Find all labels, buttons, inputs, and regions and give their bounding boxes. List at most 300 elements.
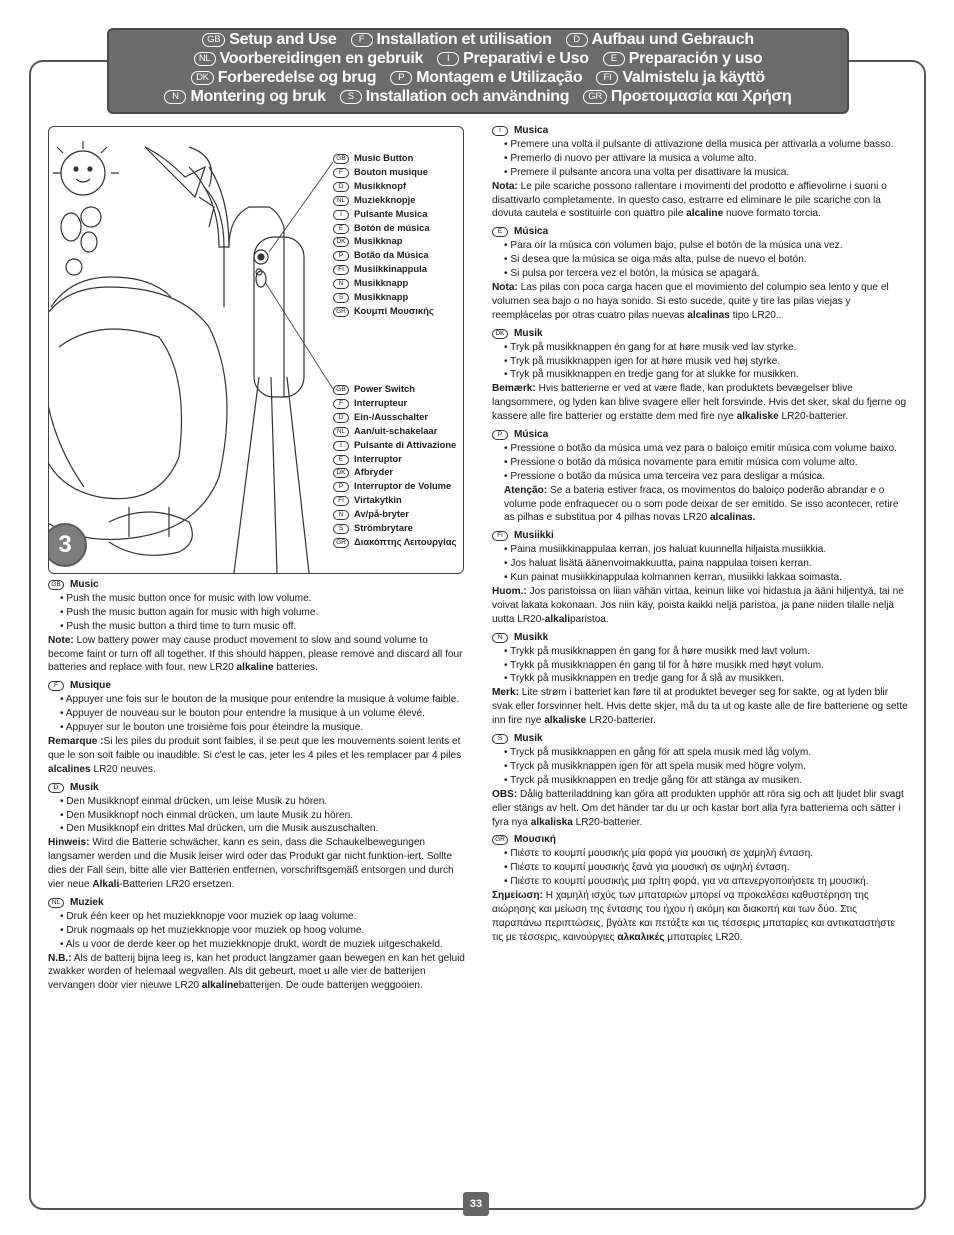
callout-label	[333, 179, 434, 193]
language-badge: P	[333, 251, 349, 261]
section-title-text: Musik	[514, 327, 543, 339]
note-emphasis: alcalines	[48, 763, 91, 775]
left-text-column	[48, 578, 466, 997]
battery-note	[48, 836, 466, 892]
callout-text: Pulsante di Attivazione	[354, 438, 457, 450]
callout-text: Muziekknopje	[354, 193, 416, 205]
banner-row	[109, 50, 847, 68]
bullet-item	[492, 746, 908, 760]
callout-label	[333, 410, 456, 424]
section-title-text: Música	[514, 429, 549, 441]
callout-text: Musikknap	[354, 235, 403, 247]
bullet-text: Den Musikknopf ein drittes Mal drücken, um die Musik auszuschalten.	[66, 823, 379, 835]
note-end: batterijen. De oude batterijen weggooien.	[238, 980, 423, 992]
mobile-toy	[145, 147, 205, 197]
callout-text: Virtakytkin	[354, 494, 402, 506]
banner-item	[191, 69, 376, 87]
bullet-item	[492, 368, 908, 382]
banner-item	[340, 88, 569, 106]
bullet-glyph: •	[504, 355, 511, 367]
bullet-item	[492, 543, 908, 557]
bullet-glyph: •	[504, 456, 511, 468]
bullet-glyph: •	[504, 166, 511, 178]
banner-title: Voorbereidingen en gebruik	[219, 50, 424, 67]
bullet-text: Appuyer de nouveau sur le bouton pour entendre la musique à un volume élevé.	[65, 708, 425, 720]
bullet-item	[492, 470, 908, 484]
language-badge: N	[492, 633, 508, 643]
note-label: Bemærk:	[492, 383, 536, 395]
bullet-text: Premere il pulsante ancora una volta per disattivare la musica.	[510, 166, 790, 178]
note-text: Η χαμηλή ισχύς των μπαταριών μπορεί να προκαλέσει καθυστέρηση της αιώρησης και μείωση της έντασης του ήχου ή ακόμη και διακοπή και των δύο. Στις παραπάνω περιπτώσεις, βγάλτε και πετάξτε και τις τέσσερις μπαταρίες και αντικαταστήστε τις με τέσσερις, καινούργιες	[492, 890, 896, 943]
banner-item	[164, 88, 325, 106]
language-section	[492, 225, 908, 322]
section-title	[48, 896, 466, 910]
callout-text: Bouton musique	[354, 165, 428, 177]
bullet-text: Appuyer une fois sur le bouton de la musique pour entendre la musique à volume faible.	[65, 694, 460, 706]
bullet-item	[48, 809, 466, 823]
banner-row	[109, 31, 847, 49]
bullet-glyph: •	[60, 795, 67, 807]
section-title	[48, 578, 466, 592]
section-title	[48, 781, 466, 795]
language-badge: F	[351, 33, 373, 47]
battery-note	[492, 585, 908, 627]
callout-label	[333, 452, 456, 466]
callout-label	[333, 193, 434, 207]
bullet-item	[492, 571, 908, 585]
bullet-item	[48, 924, 466, 938]
note-text: Si les piles du produit sont faibles, il se peut que les mouvements soient lents et que le son soit faible ou inaudible. Si c'est le cas, jeter les 4 piles et les remplacer par 4 piles	[48, 735, 462, 761]
banner-title: Installation et utilisation	[376, 31, 552, 48]
note-label: Merk:	[492, 687, 519, 699]
callout-label	[333, 276, 434, 290]
note-label: Nota:	[492, 180, 518, 192]
note-label: OBS:	[492, 788, 518, 800]
language-badge: GR	[583, 90, 607, 104]
note-text: Jos paristoissa on liian vähän virtaa, keinun liike voi hidastua ja ääni hiljentyä, tai ne voivat lakata kokonaan. Jos niin käy, poista kaikki neljä paristoa, ja pane niiden tilalle neljä uutta LR20-	[492, 586, 904, 625]
callout-label	[333, 221, 434, 235]
language-badge: I	[492, 126, 508, 136]
step-number-badge: 3	[48, 523, 87, 567]
language-badge: GB	[48, 580, 64, 590]
note-emphasis: alkaline	[236, 662, 274, 674]
banner-title: Valmistelu ja käyttö	[622, 69, 765, 86]
bullet-glyph: •	[60, 910, 67, 922]
note-end: tipo LR20..	[729, 309, 782, 321]
bullet-item	[492, 456, 908, 470]
language-badge: E	[603, 52, 625, 66]
section-title	[492, 631, 908, 645]
bullet-glyph: •	[60, 708, 66, 720]
battery-note	[492, 788, 908, 830]
callout-label	[333, 507, 456, 521]
callout-text: Pulsante Musica	[354, 207, 428, 219]
bullet-text: Druk één keer op het muziekknopje voor muziek op laag volume.	[66, 910, 357, 922]
bullet-item	[492, 152, 908, 166]
bullet-text: Push the music button a third time to turn music off.	[66, 620, 297, 632]
language-badge: DK	[492, 329, 508, 339]
bullet-item	[48, 822, 466, 836]
bullet-item	[492, 442, 908, 456]
note-end: paristoa.	[570, 613, 609, 625]
bullet-text: Appuyer sur le bouton une troisième fois pour éteindre la musique.	[65, 722, 364, 734]
callout-label	[333, 438, 456, 452]
battery-note	[492, 889, 908, 945]
language-badge: F	[333, 399, 349, 409]
banner-title: Montering og bruk	[190, 88, 326, 105]
note-emphasis: Alkali	[92, 879, 120, 891]
bullet-text: Πιέστε το κουμπί μουσικής ξανά για μουσική σε υψηλή ένταση.	[510, 862, 790, 874]
bullet-item	[48, 707, 466, 721]
section-title	[492, 327, 908, 341]
bullet-item	[492, 659, 908, 673]
bullet-item	[492, 138, 908, 152]
bullet-text: Trykk på musikknappen én gang til for å høre musikk med høyt volum.	[510, 659, 824, 671]
language-badge: DK	[191, 71, 214, 85]
battery-note	[492, 281, 908, 323]
bullet-item	[492, 645, 908, 659]
note-label: Atenção:	[504, 484, 548, 496]
bullet-glyph: •	[504, 876, 511, 888]
bullet-text: Pressione o botão da música uma vez para o baloiço emitir música com volume baixo.	[510, 442, 897, 454]
language-badge: N	[333, 279, 349, 289]
battery-note	[48, 952, 466, 994]
bullet-item	[492, 341, 908, 355]
note-end: batteries.	[273, 662, 318, 674]
bullet-glyph: •	[504, 760, 511, 772]
note-end: LR20-batterier.	[586, 715, 656, 727]
bullet-item	[48, 910, 466, 924]
language-badge: GB	[202, 33, 225, 47]
language-section	[492, 428, 908, 525]
language-badge: N	[164, 90, 186, 104]
bullet-text: Si desea que la música se oiga más alta, pulse de nuevo el botón.	[510, 254, 807, 266]
note-emphasis: alcaline	[686, 208, 724, 220]
language-badge: NL	[333, 196, 349, 206]
bullet-item	[48, 693, 466, 707]
bullet-item	[492, 267, 908, 281]
banner-title: Forberedelse og brug	[217, 69, 377, 86]
bullet-item	[492, 239, 908, 253]
note-end: μπαταρίες LR20.	[664, 931, 743, 943]
language-badge: GB	[333, 154, 349, 164]
callout-text: Musikknapp	[354, 277, 409, 289]
bullet-glyph: •	[60, 823, 67, 835]
callout-text: Musikknapp	[354, 291, 409, 303]
title-banner	[107, 28, 849, 114]
bullet-text: Premerlo di nuovo per attivare la musica a volume alto.	[510, 152, 757, 164]
language-badge: GR	[333, 538, 349, 548]
callout-label	[333, 290, 434, 304]
language-badge: FI	[333, 265, 349, 275]
music-button-callout	[333, 151, 434, 318]
banner-row	[109, 88, 847, 106]
callout-label	[333, 304, 434, 318]
page-number: 33	[463, 1192, 489, 1216]
callout-text: Ein-/Ausschalter	[354, 410, 428, 422]
callout-label	[333, 521, 456, 535]
callout-text: Afbryder	[354, 466, 394, 478]
note-end: nuove formato torcia.	[723, 208, 821, 220]
note-label: N.B.:	[48, 952, 72, 964]
language-badge: DK	[333, 468, 349, 478]
language-badge: I	[333, 210, 349, 220]
banner-item	[603, 50, 763, 68]
bullet-text: Kun painat musiikkinappulaa kolmannen kerran, musiikki lakkaa soimasta.	[510, 572, 842, 584]
language-badge: E	[333, 455, 349, 465]
bullet-glyph: •	[504, 138, 511, 150]
note-label: Huom.:	[492, 586, 527, 597]
language-section	[492, 529, 908, 626]
note-text: Dålig batteriladdning kan göra att produkten upphör att röra sig och att ljudet blir svagt eller stängs av helt. Om det händer tar du ur och kastar bort alla fyra batterierna och sätter i fyra nya	[492, 788, 904, 828]
bullet-glyph: •	[504, 774, 511, 786]
note-emphasis: alkaliske	[736, 411, 779, 423]
callout-text: Interruptor de Volume	[354, 480, 452, 492]
bullet-item	[492, 875, 908, 889]
note-emphasis: alcalinas.	[709, 512, 756, 524]
language-badge: NL	[333, 427, 349, 437]
bullet-text: Tryck på musikknappen en tredje gång för att stänga av musiken.	[510, 774, 803, 786]
note-label: Σημείωση:	[492, 890, 543, 902]
bullet-glyph: •	[504, 746, 511, 758]
language-badge: DK	[333, 237, 349, 247]
banner-title: Preparativi e Uso	[463, 50, 589, 67]
callout-text: Botón de música	[354, 221, 430, 233]
section-title-text: Musikk	[514, 631, 549, 643]
banner-item	[390, 69, 582, 87]
callout-label	[333, 396, 456, 410]
language-badge: I	[437, 52, 459, 66]
bullet-text: Para oír la música con volumen bajo, pulse el botón de la música una vez.	[510, 240, 843, 252]
banner-title: Installation och användning	[365, 88, 570, 105]
note-end: LR20-batterier.	[572, 816, 643, 828]
bullet-glyph: •	[504, 848, 511, 860]
banner-item	[583, 88, 791, 106]
banner-item	[351, 31, 552, 49]
bullet-item	[48, 606, 466, 620]
note-end: LR20 neuves.	[90, 763, 156, 775]
callout-label	[333, 151, 434, 165]
bullet-text: Tryk på musikknappen én gang for at høre musik ved lav styrke.	[510, 341, 797, 353]
language-section	[48, 896, 466, 993]
banner-item	[596, 69, 765, 87]
note-text: Als de batterij bijna leeg is, kan het product langzamer gaan bewegen en kan het geluid zwakker worden of helemaal wegvallen. Als dit gebeurt, moet u alle vier de batterijen vervangen door vier nieuwe LR20	[48, 952, 465, 992]
bullet-item	[492, 861, 908, 875]
callout-label	[333, 465, 456, 479]
language-section	[48, 679, 466, 776]
section-title-text: Music	[70, 579, 99, 590]
language-badge: FI	[333, 496, 349, 506]
section-title	[492, 529, 908, 543]
bullet-glyph: •	[504, 268, 511, 280]
callout-text: Κουμπί Μουσικής	[354, 304, 434, 316]
bullet-text: Tryk på musikknappen en tredje gang for at slukke for musikken.	[510, 369, 799, 381]
bullet-glyph: •	[504, 572, 511, 584]
bullet-glyph: •	[504, 544, 511, 556]
language-badge: F	[333, 168, 349, 178]
language-badge: GR	[492, 835, 508, 845]
note-text: Wird die Batterie schwächer, kann es sein, dass die Schaukelbewegungen langsamer werden und die Musik leiser wird oder das Produkt gar nicht funktion-iert. Sollte dies der Fall sein, bitte alle vier Batterien entfernen, vorschriftsgemäß entsorgen und durch vier neue	[48, 837, 454, 891]
language-badge: S	[333, 293, 349, 303]
bullet-text: Druk nogmaals op het muziekknopje voor muziek op hoog volume.	[66, 924, 365, 936]
callout-label	[333, 248, 434, 262]
callout-text: Aan/uit-schakelaar	[354, 424, 438, 436]
bullet-glyph: •	[504, 442, 511, 454]
language-badge: D	[333, 182, 349, 192]
language-badge: P	[333, 482, 349, 492]
note-emphasis: alkaliske	[544, 715, 587, 727]
bullet-glyph: •	[504, 240, 511, 252]
bullet-text: Pressione o botão da música uma terceira vez para desligar a música.	[510, 470, 826, 482]
section-title	[492, 428, 908, 442]
bullet-text: Push the music button once for music with low volume.	[66, 592, 312, 604]
section-title-text: Μουσική	[514, 834, 556, 846]
swing-housing	[229, 207, 284, 397]
note-text: Se a bateria estiver fraca, os movimentos do baloiço poderão abrandar e o volume pode enfraquecer ou o som pode deixar de ser emitido. Se isso acontecer, retire as pilhas e substitua por 4 pilhas novas LR20	[504, 484, 899, 524]
bullet-item	[48, 938, 466, 952]
bullet-text: Trykk på musikknappen én gang for å høre musikk med lavt volum.	[510, 645, 810, 657]
callout-label	[333, 207, 434, 221]
callout-text: Interrupteur	[354, 396, 408, 408]
note-text: Low battery power may cause product movement to slow and sound volume to become faint or turn off all together. If this should happen, please remove and discard all four batteries and replace with four, new LR20	[48, 634, 463, 674]
language-badge: F	[48, 681, 64, 691]
language-badge: FI	[596, 71, 618, 85]
bullet-text: Pressione o botão da música novamente para emitir música com volume alto.	[510, 456, 858, 468]
note-emphasis: αλκαλικές	[617, 931, 665, 943]
callout-label	[333, 382, 456, 396]
note-end: LR20-batterier.	[778, 411, 849, 423]
note-label: Note:	[48, 634, 74, 646]
bullet-glyph: •	[60, 722, 66, 734]
bullet-glyph: •	[60, 606, 67, 618]
bullet-glyph: •	[504, 862, 511, 874]
bullet-text: Den Musikknopf noch einmal drücken, um laute Musik zu hören.	[66, 809, 354, 821]
banner-title: Montagem e Utilização	[416, 69, 583, 86]
right-text-column	[492, 124, 908, 949]
battery-note	[48, 634, 466, 676]
illustration-panel	[48, 126, 464, 574]
callout-label	[333, 165, 434, 179]
bullet-item	[48, 795, 466, 809]
bullet-text: Premere una volta il pulsante di attivazione della musica per attivarla a volume basso.	[510, 138, 894, 150]
bullet-item	[48, 721, 466, 735]
note-label: Hinweis:	[48, 837, 90, 849]
callout-text: Power Switch	[354, 383, 415, 394]
section-title-text: Musiikki	[514, 530, 554, 542]
bullet-item	[492, 253, 908, 267]
language-section	[492, 327, 908, 424]
note-text: Hvis batterierne er ved at være flade, kan produktets bevægelser blive langsommere, og lyden kan blive svagere eller helt forsvinde. Hvis det sker, skal du fjerne og kassere alle fire batterier og erstatte dem med fire nye	[492, 383, 907, 423]
section-title	[492, 833, 908, 847]
bullet-text: Tryck på musikknappen igen för att spela musik med högre volym.	[510, 760, 806, 772]
bullet-glyph: •	[60, 694, 66, 706]
callout-label	[333, 424, 456, 438]
bullet-text: Trykk på musikknappen en tredje gang for å slå av musikken.	[510, 673, 785, 685]
language-section	[48, 578, 466, 675]
bullet-text: Als u voor de derde keer op het muziekknopje drukt, wordt de muziek uitgeschakeld.	[65, 938, 443, 950]
bullet-glyph: •	[504, 673, 511, 685]
callout-text: Music Button	[354, 152, 414, 163]
section-title	[492, 225, 908, 239]
bullet-text: Den Musikknopf einmal drücken, um leise Musik zu hören.	[66, 795, 328, 807]
language-badge: E	[492, 227, 508, 237]
bullet-item	[492, 774, 908, 788]
bullet-text: Paina musiikkinappulaa kerran, jos haluat kuunnella hiljaista musiikkia.	[510, 544, 827, 556]
language-badge: S	[340, 90, 362, 104]
bullet-glyph: •	[504, 470, 511, 482]
language-badge: D	[566, 33, 588, 47]
callout-text: Διακόπτης Λειτουργίας	[354, 535, 457, 547]
bullet-glyph: •	[60, 924, 67, 936]
callout-label	[333, 535, 456, 549]
callout-label	[333, 262, 434, 276]
swing-seat	[49, 287, 227, 540]
bunny-toy	[61, 213, 81, 241]
bullet-item	[492, 355, 908, 369]
language-badge: FI	[492, 531, 508, 541]
bullet-glyph: •	[504, 645, 511, 657]
power-switch-callout	[333, 382, 456, 549]
note-end: -Batterien LR20 ersetzen.	[119, 879, 235, 891]
note-emphasis: alkaliska	[530, 816, 573, 828]
battery-note	[492, 382, 908, 424]
note-label: Remarque :	[48, 735, 104, 747]
battery-note	[492, 180, 908, 222]
bullet-glyph: •	[60, 620, 67, 632]
section-title-text: Música	[514, 226, 549, 238]
bullet-glyph: •	[504, 152, 511, 164]
language-badge: D	[48, 783, 64, 793]
bullet-item	[492, 166, 908, 180]
callout-label	[333, 479, 456, 493]
section-title	[492, 732, 908, 746]
section-title-text: Musique	[70, 680, 111, 692]
language-badge: NL	[48, 898, 64, 908]
language-section	[492, 124, 908, 221]
section-title-text: Muziek	[70, 896, 104, 908]
banner-item	[437, 50, 589, 68]
section-title-text: Musik	[514, 733, 543, 745]
note-text: Las pilas con poca carga hacen que el movimiento del columpio sea lento y que el volumen sea bajo o no haya sonido. Si esto sucede, quite y tire las pilas viejas y reemplácelas por otras cuatro pilas nuevas	[492, 281, 889, 321]
language-badge: D	[333, 413, 349, 423]
bullet-item	[48, 592, 466, 606]
sun-toy	[61, 151, 105, 195]
section-title-text: Musica	[514, 125, 549, 136]
language-section	[48, 781, 466, 892]
section-title	[48, 679, 466, 693]
language-badge: S	[492, 734, 508, 744]
bullet-text: Jos haluat lisätä äänenvoimakkuutta, paina nappulaa toisen kerran.	[510, 558, 812, 570]
bullet-glyph: •	[504, 254, 511, 266]
banner-title: Preparación y uso	[628, 50, 763, 67]
section-title	[492, 124, 908, 138]
bullet-item	[492, 760, 908, 774]
note-emphasis: alkali	[544, 613, 571, 625]
bullet-item	[492, 847, 908, 861]
banner-item	[194, 50, 424, 68]
language-badge: NL	[194, 52, 216, 66]
banner-item	[566, 31, 754, 49]
banner-title: Setup and Use	[229, 31, 337, 48]
note-text: Lite strøm i batteriet kan føre til at produktet beveger seg for sakte, og at lyden blir svak eller forsvinner helt. Hvis dette skjer, må du ta ut og kaste alle de fire batteriene og sette inn fire nye	[492, 687, 908, 727]
bullet-text: Tryk på musikknappen igen for at høre musik ved høj styrke.	[510, 355, 781, 367]
bullet-glyph: •	[60, 938, 66, 950]
banner-row	[109, 69, 847, 87]
bullet-glyph: •	[504, 341, 511, 353]
note-emphasis: alkaline	[201, 980, 239, 992]
note-label: Nota:	[492, 281, 518, 293]
callout-text: Musiikkinappula	[354, 263, 427, 275]
